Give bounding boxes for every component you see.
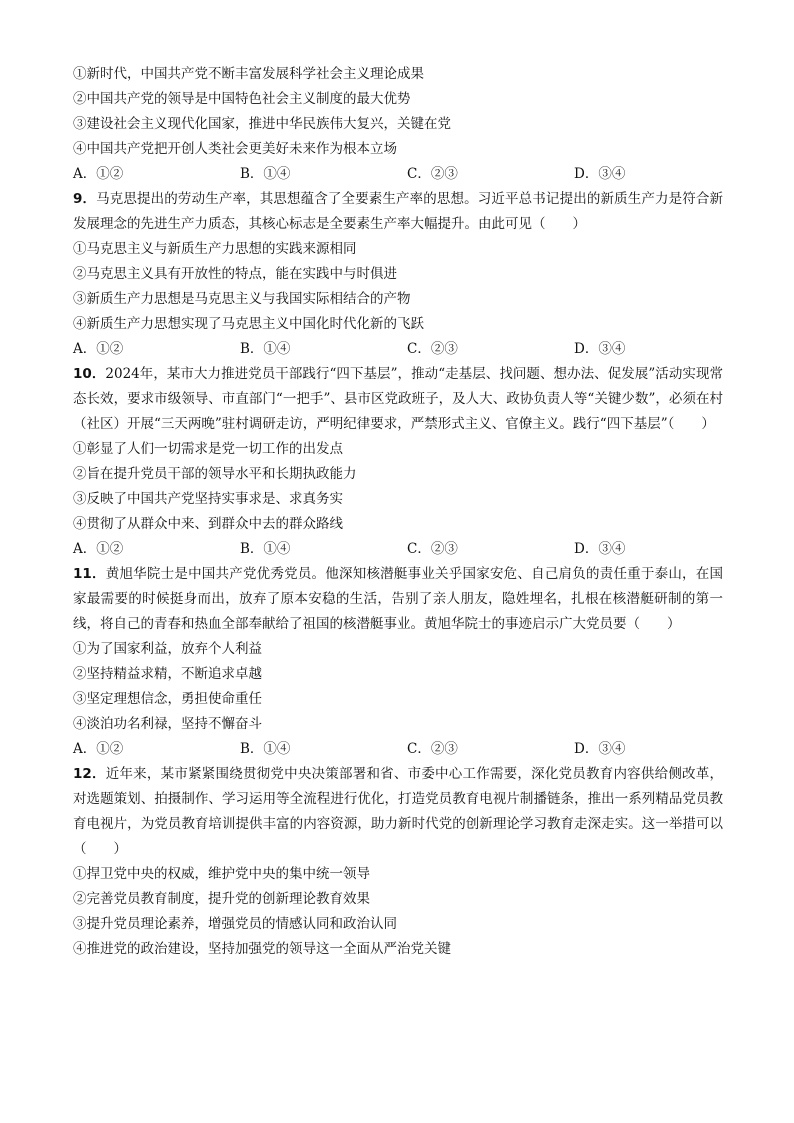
option-line: ④贯彻了从群众中来、到群众中去的群众路线 (73, 516, 343, 532)
choice-a: A．①② (73, 541, 124, 557)
option-line: ②坚持精益求精，不断追求卓越 (73, 666, 262, 682)
option-line: ③坚定理想信念，勇担使命重任 (73, 691, 262, 707)
question-number: 9． (73, 191, 97, 207)
question-10 (73, 362, 723, 562)
option-line: ④淡泊功名利禄，坚持不懈奋斗 (73, 716, 262, 732)
choice-b: B．①④ (240, 741, 291, 757)
choice-d: D．③④ (574, 341, 626, 357)
option-line: ④新质生产力思想实现了马克思主义中国化时代化新的飞跃 (73, 316, 424, 332)
choice-b: B．①④ (240, 541, 291, 557)
option-line: ①新时代，中国共产党不断丰富发展科学社会主义理论成果 (73, 66, 424, 82)
choice-c: C．②③ (407, 341, 458, 357)
option-line: ④中国共产党把开创人类社会更美好未来作为根本立场 (73, 141, 397, 157)
choice-d: D．③④ (574, 166, 626, 182)
choice-c: C．②③ (407, 741, 458, 757)
option-line: ③提升党员理论素养，增强党员的情感认同和政治认同 (73, 916, 397, 932)
choice-a: A．①② (73, 166, 124, 182)
choice-a: A．①② (73, 341, 124, 357)
question-8-continuation (73, 62, 723, 187)
question-text: 近年来，某市紧紧围绕贯彻党中央决策部署和省、市委中心工作需要，深化党员教育内容供给侧改革，对选题策划、拍摄制作、学习运用等全流程进行优化，打造党员教育电视片制播链条，推出一系列精品党员教育电视片，为党员教育培训提供丰富的内容资源，助力新时代党的创新理论学习教育走深走实。这一举措可以（ ） (73, 766, 723, 857)
option-line: ④推进党的政治建设，坚持加强党的领导这一全面从严治党关键 (73, 941, 451, 957)
question-11 (73, 562, 723, 762)
answer-choices (73, 537, 723, 562)
option-line: ①彰显了人们一切需求是党一切工作的出发点 (73, 441, 343, 457)
option-line: ③新质生产力思想是马克思主义与我国实际相结合的产物 (73, 291, 411, 307)
choice-c: C．②③ (407, 166, 458, 182)
option-line: ②中国共产党的领导是中国特色社会主义制度的最大优势 (73, 91, 411, 107)
answer-choices (73, 162, 723, 187)
question-number: 12． (73, 766, 106, 782)
option-line: ②完善党员教育制度，提升党的创新理论教育效果 (73, 891, 370, 907)
question-stem (73, 187, 723, 237)
choice-d: D．③④ (574, 741, 626, 757)
question-number: 11． (73, 566, 106, 582)
option-line: ①马克思主义与新质生产力思想的实践来源相同 (73, 241, 357, 257)
choice-c: C．②③ (407, 541, 458, 557)
question-stem (73, 762, 723, 862)
option-line: ③反映了中国共产党坚持实事求是、求真务实 (73, 491, 343, 507)
answer-choices (73, 337, 723, 362)
question-9 (73, 187, 723, 362)
question-12 (73, 762, 723, 962)
question-number: 10． (73, 366, 106, 382)
answer-choices (73, 737, 723, 762)
option-line: ①捍卫党中央的权威，维护党中央的集中统一领导 (73, 866, 370, 882)
option-line: ②马克思主义具有开放性的特点，能在实践中与时俱进 (73, 266, 397, 282)
question-text: 马克思提出的劳动生产率，其思想蕴含了全要素生产率的思想。习近平总书记提出的新质生产力是符合新发展理念的先进生产力质态，其核心标志是全要素生产率大幅提升。由此可见（ ） (73, 191, 723, 232)
choice-b: B．①④ (240, 341, 291, 357)
choice-a: A．①② (73, 741, 124, 757)
option-line: ②旨在提升党员干部的领导水平和长期执政能力 (73, 466, 357, 482)
choice-d: D．③④ (574, 541, 626, 557)
question-content (73, 62, 723, 962)
question-text: 黄旭华院士是中国共产党优秀党员。他深知核潜艇事业关乎国家安危、自己肩负的责任重于泰山，在国家最需要的时候挺身而出，放弃了原本安稳的生活，告别了亲人朋友，隐姓埋名，扎根在核潜艇研制的第一线，将自己的青春和热血全部奉献给了祖国的核潜艇事业。黄旭华院士的事迹启示广大党员要（ ） (73, 566, 723, 632)
question-stem (73, 562, 723, 637)
option-line: ①为了国家利益，放弃个人利益 (73, 641, 262, 657)
question-text: 2024年，某市大力推进党员干部践行“四下基层”，推动“走基层、找问题、想办法、促发展”活动实现常态长效，要求市级领导、市直部门“一把手”、县市区党政班子，及人大、政协负责人等“关键少数”，必须在村（社区）开展“三天两晚”驻村调研走访，严明纪律要求，严禁形式主义、官僚主义。践行“四下基层”（ ） (73, 366, 723, 432)
question-stem (73, 362, 723, 437)
choice-b: B．①④ (240, 166, 291, 182)
option-line: ③建设社会主义现代化国家，推进中华民族伟大复兴，关键在党 (73, 116, 451, 132)
